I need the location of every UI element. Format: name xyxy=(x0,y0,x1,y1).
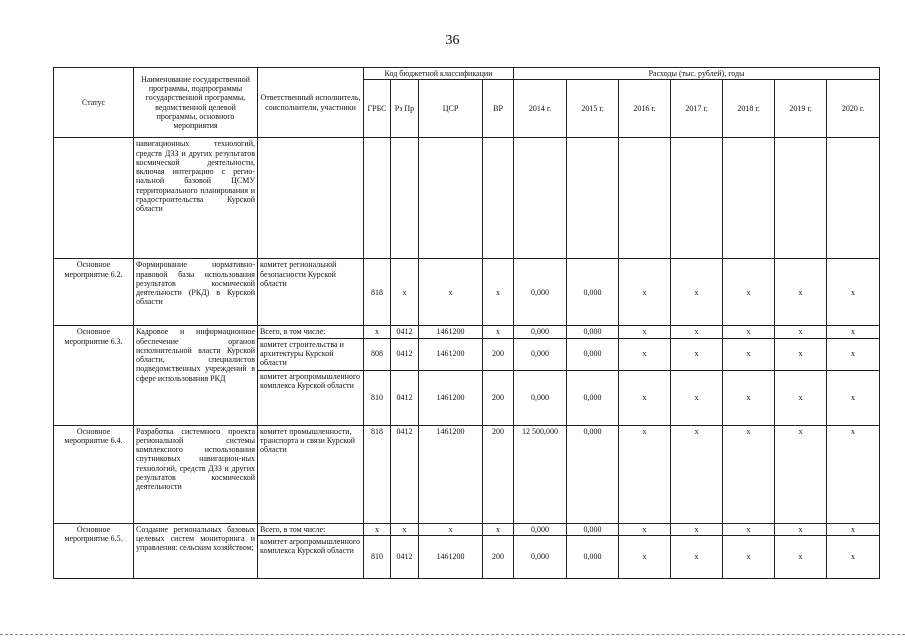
year-cell: 0,000 xyxy=(514,259,567,326)
rzpr-cell: 0412 xyxy=(391,338,419,370)
header-executor: Ответственный исполнитель, соисполнители, участники xyxy=(258,68,364,138)
rzpr-cell: х xyxy=(391,523,419,535)
year-cell: х xyxy=(671,326,723,338)
csr-cell: х xyxy=(419,523,483,535)
csr-cell: 1461200 xyxy=(419,425,483,523)
year-cell: 0,000 xyxy=(567,370,619,425)
executor-cell: Всего, в том числе: xyxy=(258,523,364,535)
status-cell: Основное мероприятие 6.5. xyxy=(54,523,134,578)
year-cell: х xyxy=(723,370,775,425)
budget-table xyxy=(53,67,880,579)
grbs-cell: 818 xyxy=(364,425,391,523)
year-cell: 0,000 xyxy=(514,338,567,370)
name-cell: Разработка системного проекта региональной системы комплексного использования спутниковых навигацион-ных технологий, средств ДЗЗ и других результатов космической деятельности xyxy=(134,425,258,523)
rzpr-cell: 0412 xyxy=(391,370,419,425)
status-cell xyxy=(54,138,134,259)
name-cell: Формирование нормативно-правовой базы использования результатов космической деятельности (РКД) в Курской области xyxy=(134,259,258,326)
year-cell: х xyxy=(827,425,880,523)
status-cell: Основное мероприятие 6.2. xyxy=(54,259,134,326)
year-cell: х xyxy=(723,535,775,578)
scan-edge-divider xyxy=(0,634,905,635)
header-year: 2019 г. xyxy=(775,80,827,138)
year-cell: 0,000 xyxy=(514,370,567,425)
year-cell: х xyxy=(619,338,671,370)
year-cell: х xyxy=(671,535,723,578)
header-expenses: Расходы (тыс. рублей), годы xyxy=(514,68,880,80)
executor-cell: комитет агропромышленного комплекса Курской области xyxy=(258,535,364,578)
header-year: 2017 г. xyxy=(671,80,723,138)
year-cell: х xyxy=(671,370,723,425)
header-year: 2018 г. xyxy=(723,80,775,138)
table-row xyxy=(54,138,880,259)
year-cell: х xyxy=(775,523,827,535)
executor-cell: комитет промышленности, транспорта и связи Курской области xyxy=(258,425,364,523)
table-row xyxy=(54,326,880,338)
year-cell: 0,000 xyxy=(567,326,619,338)
page-number: 36 xyxy=(445,33,460,48)
year-cell: 0,000 xyxy=(514,535,567,578)
executor-cell: комитет региональной безопасности Курской области xyxy=(258,259,364,326)
year-cell: х xyxy=(671,259,723,326)
year-cell: х xyxy=(723,259,775,326)
year-cell: х xyxy=(671,523,723,535)
year-cell: 0,000 xyxy=(567,259,619,326)
executor-cell: комитет строительства и архитектуры Курской области xyxy=(258,338,364,370)
year-cell: х xyxy=(723,326,775,338)
grbs-cell: 810 xyxy=(364,535,391,578)
year-cell: х xyxy=(723,523,775,535)
year-cell: х xyxy=(775,370,827,425)
status-cell: Основное мероприятие 6.4. xyxy=(54,425,134,523)
executor-cell: Всего, в том числе: xyxy=(258,326,364,338)
year-cell: х xyxy=(723,338,775,370)
year-cell: х xyxy=(827,523,880,535)
year-cell: х xyxy=(619,535,671,578)
header-year: 2015 г. xyxy=(567,80,619,138)
year-cell: х xyxy=(671,425,723,523)
year-cell: х xyxy=(827,326,880,338)
rzpr-cell: х xyxy=(391,259,419,326)
name-cell: Создание региональных базовых целевых систем мониторинга и управления: сельским хозяйством; xyxy=(134,523,258,578)
executor-cell: комитет агропромышленного комплекса Курской области xyxy=(258,370,364,425)
table-row xyxy=(54,259,880,326)
header-budget-code: Код бюджетной классификации xyxy=(364,68,514,80)
year-cell: х xyxy=(827,535,880,578)
year-cell: 0,000 xyxy=(567,523,619,535)
vr-cell: 200 xyxy=(483,370,514,425)
header-year: 2014 г. xyxy=(514,80,567,138)
rzpr-cell: 0412 xyxy=(391,425,419,523)
vr-cell: х xyxy=(483,259,514,326)
year-cell: х xyxy=(827,259,880,326)
year-cell: 12 500,000 xyxy=(514,425,567,523)
year-cell: х xyxy=(775,425,827,523)
year-cell: х xyxy=(827,370,880,425)
grbs-cell: х xyxy=(364,523,391,535)
header-vr: ВР xyxy=(483,80,514,138)
vr-cell: х xyxy=(483,523,514,535)
grbs-cell: 808 xyxy=(364,338,391,370)
vr-cell: 200 xyxy=(483,535,514,578)
csr-cell: 1461200 xyxy=(419,326,483,338)
header-year: 2020 г. xyxy=(827,80,880,138)
year-cell: х xyxy=(775,259,827,326)
rzpr-cell: 0412 xyxy=(391,535,419,578)
year-cell: х xyxy=(671,338,723,370)
header-year: 2016 г. xyxy=(619,80,671,138)
year-cell: х xyxy=(619,326,671,338)
year-cell: х xyxy=(619,259,671,326)
year-cell: 0,000 xyxy=(514,523,567,535)
header-name: Наименование государственной программы, подпрограммы государственной программы, ведомственной целевой программы, основного мероприятия xyxy=(134,68,258,138)
year-cell: 0,000 xyxy=(567,535,619,578)
grbs-cell: 818 xyxy=(364,259,391,326)
year-cell: 0,000 xyxy=(514,326,567,338)
year-cell: 0,000 xyxy=(567,425,619,523)
rzpr-cell: 0412 xyxy=(391,326,419,338)
year-cell: 0,000 xyxy=(567,338,619,370)
table-row xyxy=(54,425,880,523)
csr-cell: 1461200 xyxy=(419,370,483,425)
vr-cell: 200 xyxy=(483,425,514,523)
header-rzpr: Рз Пр xyxy=(391,80,419,138)
year-cell: х xyxy=(827,338,880,370)
year-cell: х xyxy=(619,370,671,425)
grbs-cell: х xyxy=(364,326,391,338)
grbs-cell: 810 xyxy=(364,370,391,425)
header-status: Статус xyxy=(54,68,134,138)
year-cell: х xyxy=(775,326,827,338)
year-cell: х xyxy=(775,338,827,370)
status-cell: Основное мероприятие 6.3. xyxy=(54,326,134,425)
csr-cell: 1461200 xyxy=(419,535,483,578)
year-cell: х xyxy=(723,425,775,523)
year-cell: х xyxy=(775,535,827,578)
name-cell: навигационных технологий, средств ДЗЗ и других результатов космической деятельности, включая интеграцию с регио-нальной базовой ЦСМУ территориального планирования и градостроительства Курской области xyxy=(134,138,258,259)
year-cell: х xyxy=(619,425,671,523)
csr-cell: 1461200 xyxy=(419,338,483,370)
table-row xyxy=(54,523,880,535)
csr-cell: х xyxy=(419,259,483,326)
vr-cell: х xyxy=(483,326,514,338)
name-cell: Кадровое и информационное обеспечение органов исполнительной власти Курской области, специалистов подведомственных учреждений в сфере использования РКД xyxy=(134,326,258,425)
header-csr: ЦСР xyxy=(419,80,483,138)
year-cell: х xyxy=(619,523,671,535)
vr-cell: 200 xyxy=(483,338,514,370)
header-grbs: ГРБС xyxy=(364,80,391,138)
